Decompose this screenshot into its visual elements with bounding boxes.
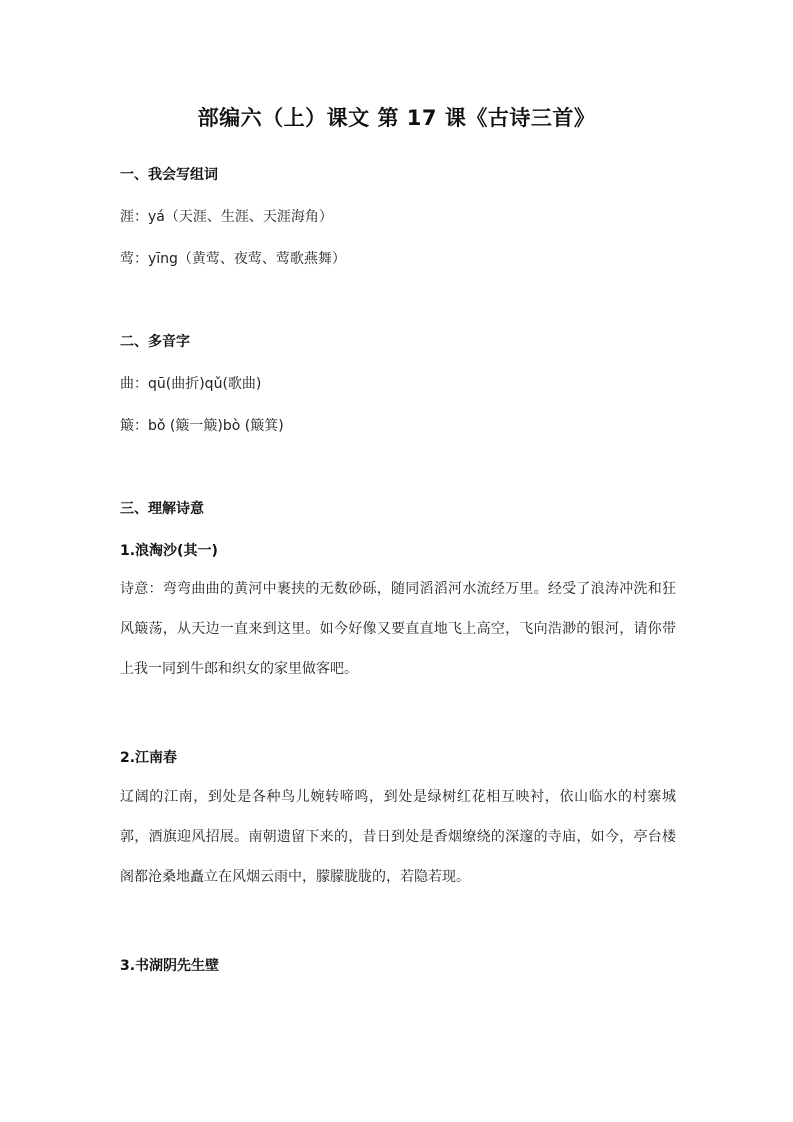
- section-heading-polyphones: 二、多音字: [120, 334, 190, 350]
- polyphone-item-qu: 曲：qū(曲折)qǔ(歌曲): [120, 376, 262, 392]
- poem-meaning-langtaosha: 诗意：弯弯曲曲的黄河中裹挟的无数砂砾，随同滔滔河水流经万里。经受了浪涛冲洗和狂风簸荡，从天边一直来到这里。如今好像又要直直地飞上高空，飞向浩渺的银河，请你带上我一同到牛郎和织女的家里做客吧。: [120, 581, 676, 677]
- vocab-item-ya: 涯：yá（天涯、生涯、天涯海角）: [120, 209, 333, 225]
- poem-title-langtaosha: 1.浪淘沙(其一): [120, 543, 218, 559]
- section-heading-vocabulary: 一、我会写组词: [120, 167, 218, 183]
- poem-title-jiangnanchun: 2.江南春: [120, 750, 178, 766]
- document-title: 部编六（上）课文 第 17 课《古诗三首》: [197, 106, 596, 130]
- poem-title-shuhuyin: 3.书湖阴先生壁: [120, 958, 220, 974]
- poem-meaning-jiangnanchun: 辽阔的江南，到处是各种鸟儿婉转啼鸣，到处是绿树红花相互映衬，依山临水的村寨城郭，酒旗迎风招展。南朝遗留下来的，昔日到处是香烟缭绕的深邃的寺庙，如今，亭台楼阁都沧桑地矗立在风烟云雨中，朦朦胧胧的，若隐若现。: [120, 789, 676, 885]
- section-heading-poem-meaning: 三、理解诗意: [120, 501, 204, 517]
- vocab-item-ying: 莺：yīng（黄莺、夜莺、莺歌燕舞）: [120, 251, 346, 267]
- polyphone-item-bo: 簸：bǒ (簸一簸)bò (簸箕): [120, 418, 284, 434]
